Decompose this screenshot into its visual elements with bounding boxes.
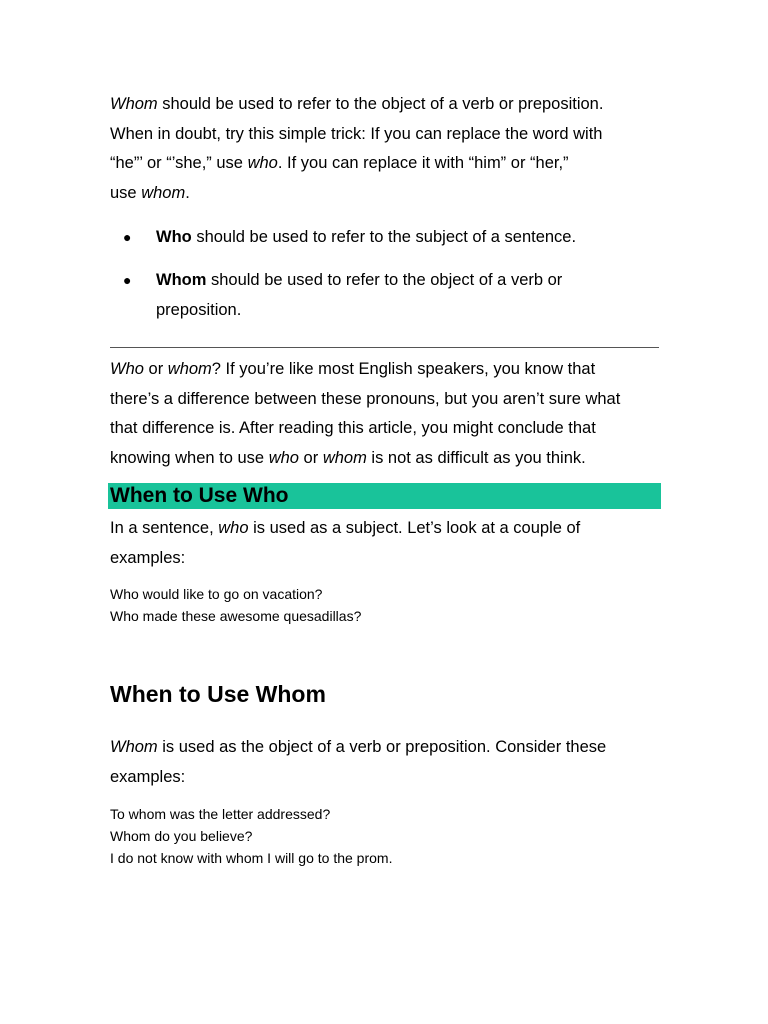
heading-highlight [108, 483, 661, 509]
bold-term: Who [156, 228, 192, 246]
list-item-text [156, 223, 576, 253]
whom-examples [110, 803, 392, 869]
article-line: that difference is. After reading this article, you might conclude that [110, 419, 596, 437]
intro-line: When in doubt, try this simple trick: If you can replace the word with [110, 124, 603, 143]
example-sentence: I do not know with whom I will go to the prom. [110, 850, 393, 866]
emphasis: whom [322, 448, 367, 467]
emphasis: who [268, 448, 299, 467]
whom-line [110, 733, 606, 763]
intro-paragraph [110, 90, 603, 208]
section-heading-who: When to Use Who [110, 484, 289, 507]
article-line [110, 444, 620, 474]
bullet-icon: ● [123, 229, 132, 245]
example-sentence: Who made these awesome quesadillas? [110, 608, 362, 624]
text: . If you can replace it with “him” or “her,” [277, 154, 569, 172]
article-line: there’s a difference between these pronouns, but you aren’t sure what [110, 389, 621, 408]
emphasis: Who [110, 360, 144, 378]
example-sentence: Who would like to go on vacation? [110, 586, 323, 602]
emphasis: who [247, 154, 278, 172]
list-item-text [156, 266, 562, 296]
section-heading-whom: When to Use Whom [110, 681, 326, 707]
emphasis: who [218, 519, 249, 537]
text: should be used to refer to the subject of a sentence. [191, 228, 577, 246]
bold-term: Whom [156, 271, 207, 289]
example-sentence: To whom was the letter addressed? [110, 806, 331, 822]
horizontal-divider [110, 347, 659, 348]
text: “he”’ or “’she,” use [110, 154, 248, 172]
intro-line [110, 149, 603, 179]
who-line [110, 514, 580, 544]
intro-line [110, 179, 603, 209]
text: should be used to refer to the object of a verb or preposition. [157, 95, 604, 113]
text: is used as the object of a verb or preposition. Consider these [157, 738, 607, 756]
who-examples [110, 583, 361, 627]
example-sentence: Whom do you believe? [110, 828, 253, 844]
whom-line: examples: [110, 767, 186, 786]
text: should be used to refer to the object of a verb or [206, 271, 563, 289]
emphasis: Whom [110, 95, 158, 113]
whom-paragraph [110, 733, 606, 792]
emphasis: Whom [110, 738, 158, 756]
emphasis: whom [167, 360, 212, 378]
text: or [298, 448, 323, 467]
who-line: examples: [110, 548, 186, 567]
article-line [110, 355, 620, 385]
intro-line [110, 90, 603, 120]
text: is used as a subject. Let’s look at a couple of [248, 519, 581, 537]
who-paragraph [110, 514, 580, 573]
text: . [185, 183, 190, 202]
text: or [143, 360, 168, 378]
text: In a sentence, [110, 519, 219, 537]
text: is not as difficult as you think. [366, 448, 586, 467]
bullet-icon: ● [123, 272, 132, 288]
text: ? If you’re like most English speakers, you know that [211, 360, 596, 378]
article-paragraph [110, 355, 620, 473]
text: knowing when to use [110, 448, 269, 467]
text: use [110, 183, 142, 202]
emphasis: whom [141, 183, 186, 202]
list-item-text-continued: preposition. [156, 300, 242, 319]
